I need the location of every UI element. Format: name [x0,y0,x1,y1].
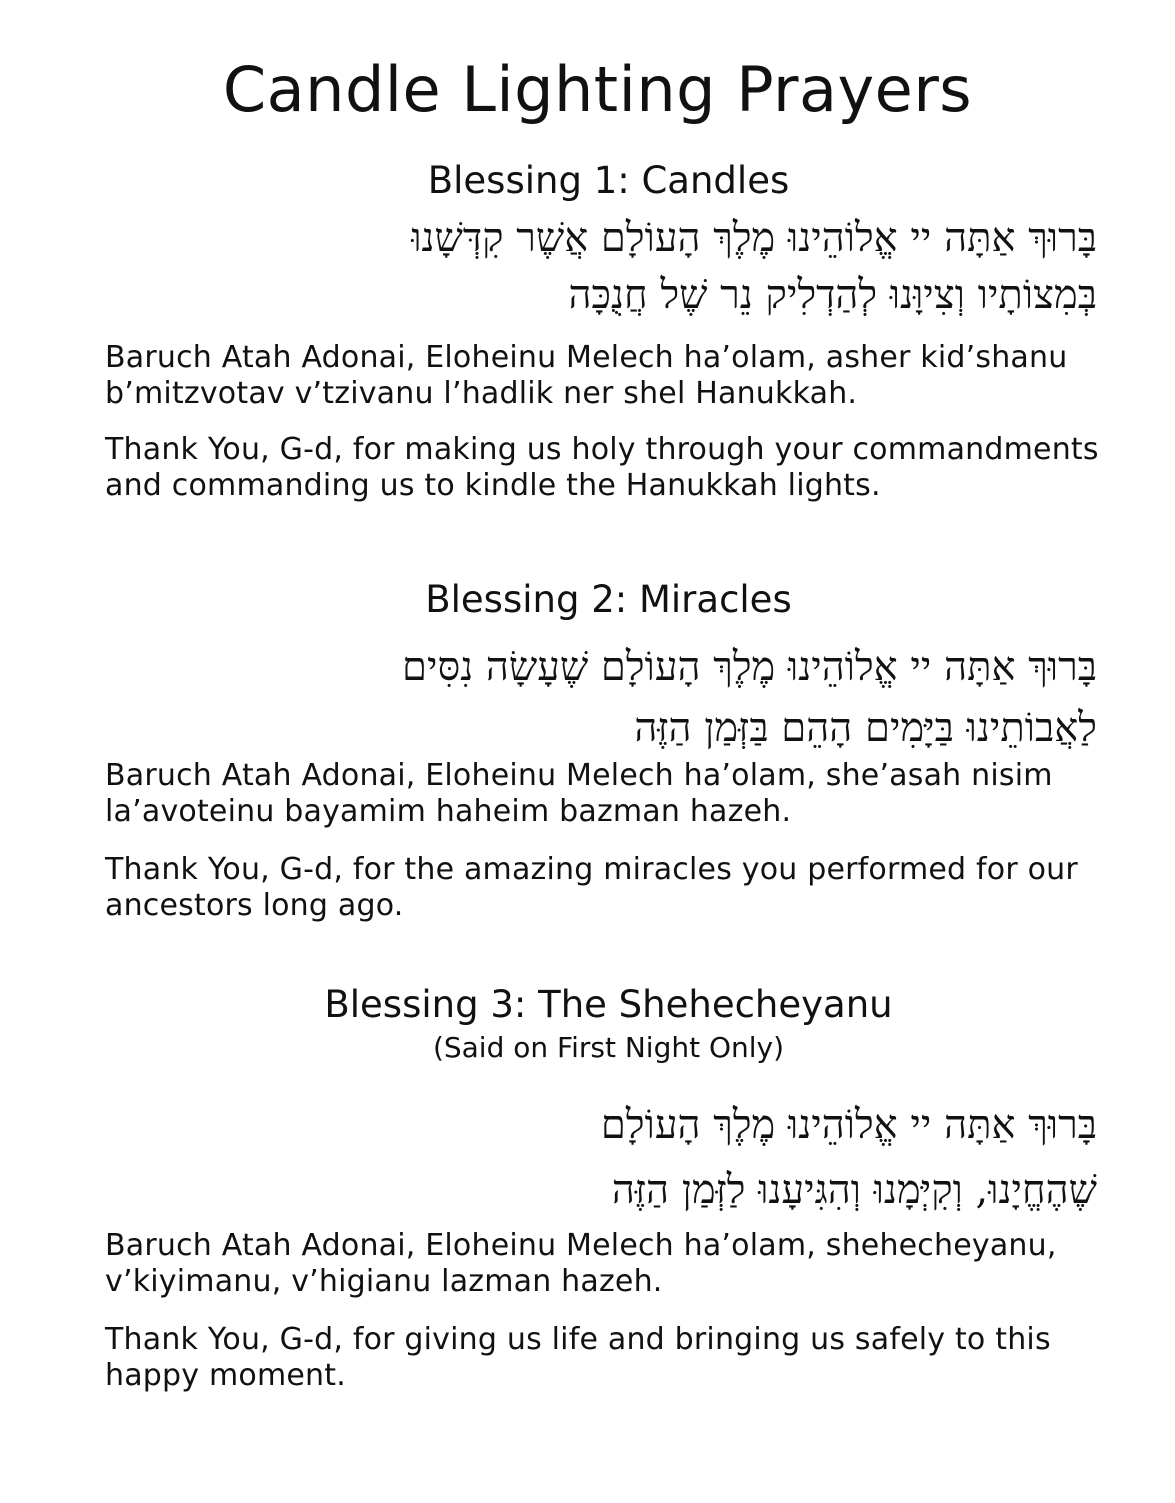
page-title: Candle Lighting Prayers [222,53,973,126]
blessing-2-hebrew-line-1: בָּרוּךְ אַתָּה יי אֱלוֹהֵינוּ מֶלֶךְ הָעוֹלָם שֶׁעָשָׂה נִסִּים [402,644,1097,690]
blessing-2-transliteration: Baruch Atah Adonai, Eloheinu Melech ha’olam, she’asah nisim la’avoteinu bayamim haheim bazman hazeh. [105,758,1053,829]
blessing-3-heading: Blessing 3: The Shehecheyanu [324,983,893,1026]
blessing-1-hebrew-line-2: בְּמִצוֹתָיו וְצִיוָּנוּ לְהַדְלִיק נֵר שֶׁל חֲנֻכָּה [568,272,1097,318]
blessing-3-hebrew-line-2: שֶׁהֶחֱיָנוּ, וְקִיְּמָנוּ וְהִגִּיעָנוּ לַזְּמַן הַזֶּה [611,1167,1097,1213]
blessing-3-transliteration: Baruch Atah Adonai, Eloheinu Melech ha’olam, shehecheyanu, v’kiyimanu, v’higianu lazman hazeh. [105,1228,1057,1299]
blessing-1-translation: Thank You, G-d, for making us holy through your commandments and commanding us to kindle the Hanukkah lights. [105,432,1099,503]
blessing-3-hebrew-line-1: בָּרוּךְ אַתָּה יי אֱלוֹהֵינוּ מֶלֶךְ הָעוֹלָם [600,1102,1097,1148]
blessing-2-hebrew-line-2: לַאֲבוֹתֵינוּ בַּיָּמִים הָהֵם בַּזְּמַן הַזֶּה [634,705,1097,751]
blessing-3-translation: Thank You, G-d, for giving us life and bringing us safely to this happy moment. [105,1322,1051,1393]
blessing-2-translation: Thank You, G-d, for the amazing miracles you performed for our ancestors long ago. [105,852,1078,923]
blessing-1-heading: Blessing 1: Candles [427,159,790,202]
blessing-3-subheading: (Said on First Night Only) [432,1031,785,1064]
blessing-2-heading: Blessing 2: Miracles [425,578,792,621]
blessing-1-transliteration: Baruch Atah Adonai, Eloheinu Melech ha’olam, asher kid’shanu b’mitzvotav v’tzivanu l’hadlik ner shel Hanukkah. [105,340,1068,411]
blessing-1-hebrew-line-1: בָּרוּךְ אַתָּה יי אֱלוֹהֵינוּ מֶלֶךְ הָעוֹלָם אֲשֶׁר קִדְּשָׁנוּ [411,215,1097,261]
